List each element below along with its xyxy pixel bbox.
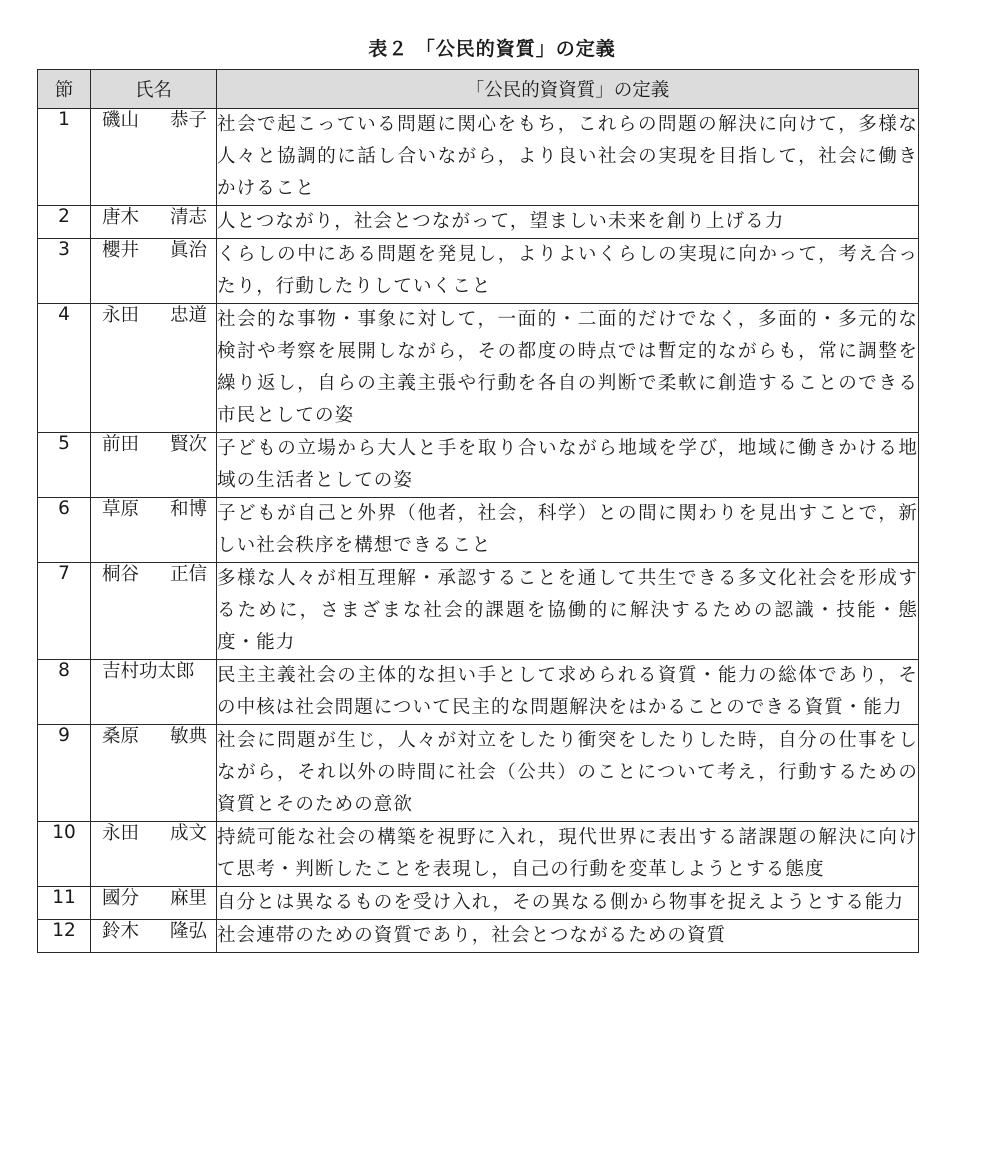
row-name-cell [91,660,217,725]
row-given-name: 忠道 [169,305,207,326]
row-definition: 子どもが自己と外界（他者，社会，科学）との間に関わりを見出すことで，新しい社会秩序を構想できること [217,498,919,563]
row-given-name: 和博 [169,499,207,520]
table-row [38,109,919,206]
row-name-cell [91,887,217,920]
row-name-cell [91,920,217,953]
header-definition: 「公民的資資質」の定義 [217,70,919,109]
row-number: 5 [38,433,91,498]
row-definition: 多様な人々が相互理解・承認することを通して共生できる多文化社会を形成するために，さまざまな社会的課題を協働的に解決するための認識・技能・態度・能力 [217,563,919,660]
row-number: 1 [38,109,91,206]
row-definition: 社会で起こっている問題に関心をもち，これらの問題の解決に向けて，多様な人々と協調的に話し合いながら，より良い社会の実現を目指して，社会に働きかけること [217,109,919,206]
row-given-name: 賢次 [169,434,207,455]
row-surname: 鈴木 [102,921,140,942]
row-number: 2 [38,206,91,239]
row-name-cell [91,109,217,206]
row-given-name: 清志 [169,207,207,228]
row-number: 10 [38,822,91,887]
header-section: 節 [38,70,91,109]
row-name-cell [91,563,217,660]
row-name-cell [91,725,217,822]
row-given-name: 眞治 [169,240,207,261]
row-name-cell [91,498,217,563]
row-given-name: 成文 [169,823,207,844]
row-definition: くらしの中にある問題を発見し，よりよいくらしの実現に向かって，考え合ったり，行動したりしていくこと [217,239,919,304]
definitions-table [37,69,919,953]
table-row [38,887,919,920]
row-definition: 持続可能な社会の構築を視野に入れ，現代世界に表出する諸課題の解決に向けて思考・判断したことを表現し，自己の行動を変革しようとする態度 [217,822,919,887]
row-number: 12 [38,920,91,953]
row-surname: 草原 [102,499,140,520]
row-number: 4 [38,304,91,433]
row-surname: 永田 [102,305,140,326]
row-name-cell [91,304,217,433]
row-surname: 櫻井 [102,240,140,261]
row-surname: 唐木 [102,207,140,228]
row-number: 3 [38,239,91,304]
row-name-cell [91,433,217,498]
row-given-name: 敏典 [169,726,207,747]
row-surname: 桐谷 [102,564,140,585]
row-given-name: 隆弘 [169,921,207,942]
row-name-cell [91,206,217,239]
row-surname: 吉村功太郎 [102,661,195,682]
row-surname: 前田 [102,434,140,455]
row-number: 11 [38,887,91,920]
row-name-cell [91,822,217,887]
row-given-name: 正信 [169,564,207,585]
table-row [38,304,919,433]
row-given-name: 恭子 [169,110,207,131]
table-caption: 表２ 「公民的資質」の定義 [368,38,616,60]
row-definition: 社会に問題が生じ，人々が対立をしたり衝突をしたりした時，自分の仕事をしながら，それ以外の時間に社会（公共）のことについて考え，行動するための資質とそのための意欲 [217,725,919,822]
table-row [38,920,919,953]
row-definition: 社会的な事物・事象に対して，一面的・二面的だけでなく，多面的・多元的な検討や考察を展開しながら，その都度の時点では暫定的ながらも，常に調整を繰り返し，自らの主義主張や行動を各自の判断で柔軟に創造することのできる市民としての姿 [217,304,919,433]
row-surname: 磯山 [102,110,140,131]
row-definition: 人とつながり，社会とつながって，望ましい未来を創り上げる力 [217,206,919,239]
row-definition: 民主主義社会の主体的な担い手として求められる資質・能力の総体であり，その中核は社会問題について民主的な問題解決をはかることのできる資質・能力 [217,660,919,725]
row-surname: 桑原 [102,726,140,747]
row-number: 9 [38,725,91,822]
table-row [38,725,919,822]
row-surname: 永田 [102,823,140,844]
row-surname: 國分 [102,888,140,909]
row-definition: 自分とは異なるものを受け入れ，その異なる側から物事を捉えようとする能力 [217,887,919,920]
table-row [38,239,919,304]
table-row [38,433,919,498]
table-row [38,822,919,887]
table-row [38,206,919,239]
row-number: 7 [38,563,91,660]
row-given-name: 麻里 [169,888,207,909]
table-row [38,660,919,725]
row-definition: 社会連帯のための資質であり，社会とつながるための資質 [217,920,919,953]
table-row [38,498,919,563]
row-number: 6 [38,498,91,563]
header-name: 氏名 [91,70,217,109]
row-name-cell [91,239,217,304]
row-number: 8 [38,660,91,725]
row-definition: 子どもの立場から大人と手を取り合いながら地域を学び，地域に働きかける地域の生活者としての姿 [217,433,919,498]
table-header-row [38,70,919,109]
table-row [38,563,919,660]
